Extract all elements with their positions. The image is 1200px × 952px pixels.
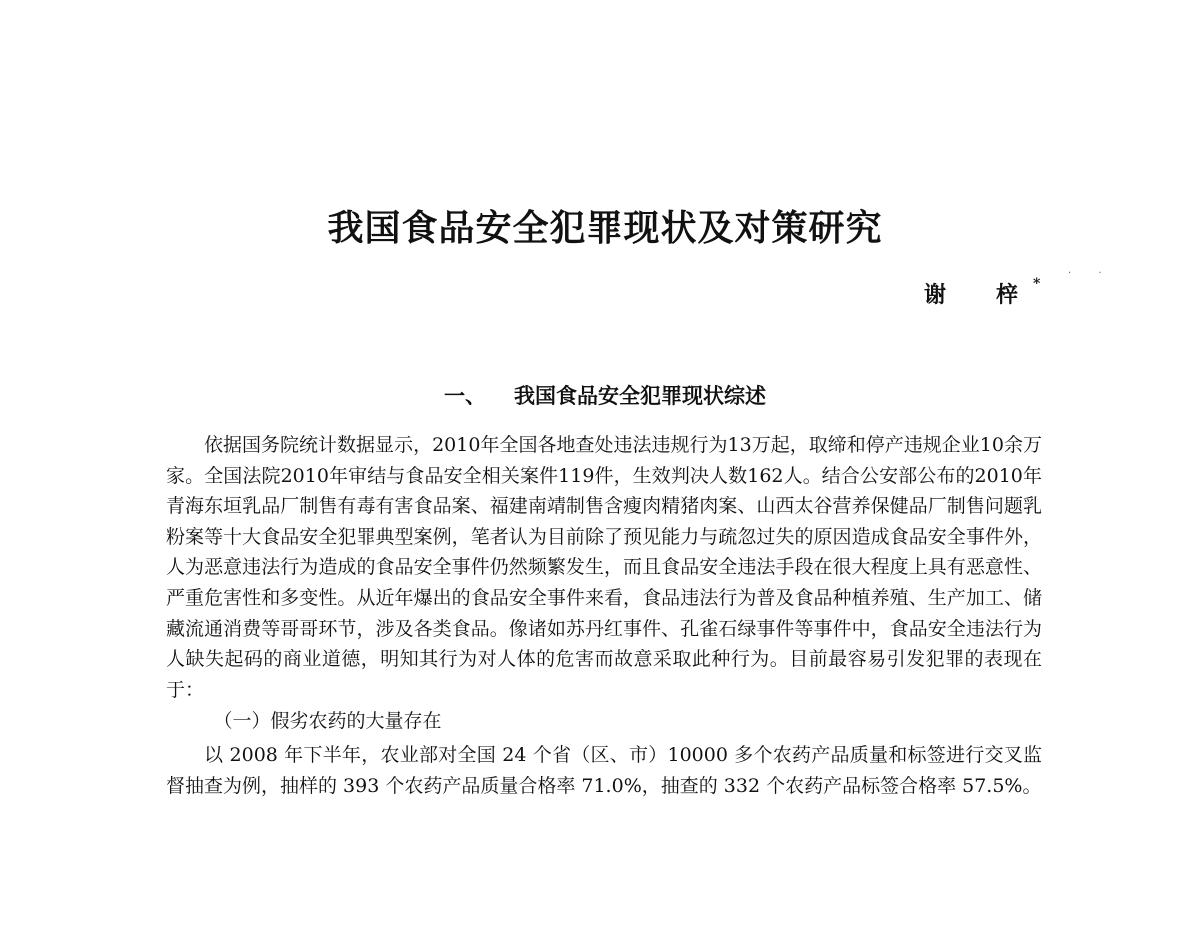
paper-title: 我国食品安全犯罪现状及对策研究 <box>327 208 883 249</box>
section-heading <box>0 380 1200 410</box>
author-name: 谢 梓 <box>923 283 1032 308</box>
paragraph: 以 2008 年下半年，农业部对全国 24 个省（区、市）10000 多个农药产品质量和标签进行交叉监督抽查为例，抽样的 393 个农药产品质量合格率 71.0%，抽查的 332 个农药产品标签合格率 57.5%。 <box>166 743 1042 797</box>
subsection-heading: （一）假劣农药的大量存在 <box>213 710 442 733</box>
author-footnote-mark: * <box>1033 276 1041 292</box>
section-number: 一、 <box>444 384 486 408</box>
section-title: 我国食品安全犯罪现状综述 <box>514 384 766 408</box>
body-text <box>166 430 1042 801</box>
scan-speck: · · <box>1068 268 1114 279</box>
paragraph: 依据国务院统计数据显示，2010年全国各地查处违法违规行为13万起，取缔和停产违规企业10余万家。全国法院2010年审结与食品安全相关案件119件，生效判决人数162人。结合公安部公布的2010年青海东垣乳品厂制售有毒有害食品案、福建南靖制售含瘦肉精猪肉案、山西太谷营养保健品厂制售问题乳粉案等十大食品安全犯罪典型案例，笔者认为目前除了预见能力与疏忽过失的原因造成食品安全事件外，人为恶意违法行为造成的食品安全事件仍然频繁发生，而且食品安全违法手段在很大程度上具有恶意性、严重危害性和多变性。从近年爆出的食品安全事件来看，食品违法行为普及食品种植养殖、生产加工、储藏流通消费等哥哥环节，涉及各类食品。像诸如苏丹红事件、孔雀石绿事件等事件中，食品安全违法行为人缺失起码的商业道德，明知其行为对人体的危害而故意采取此种行为。目前最容易引发犯罪的表现在于： <box>166 434 1042 701</box>
